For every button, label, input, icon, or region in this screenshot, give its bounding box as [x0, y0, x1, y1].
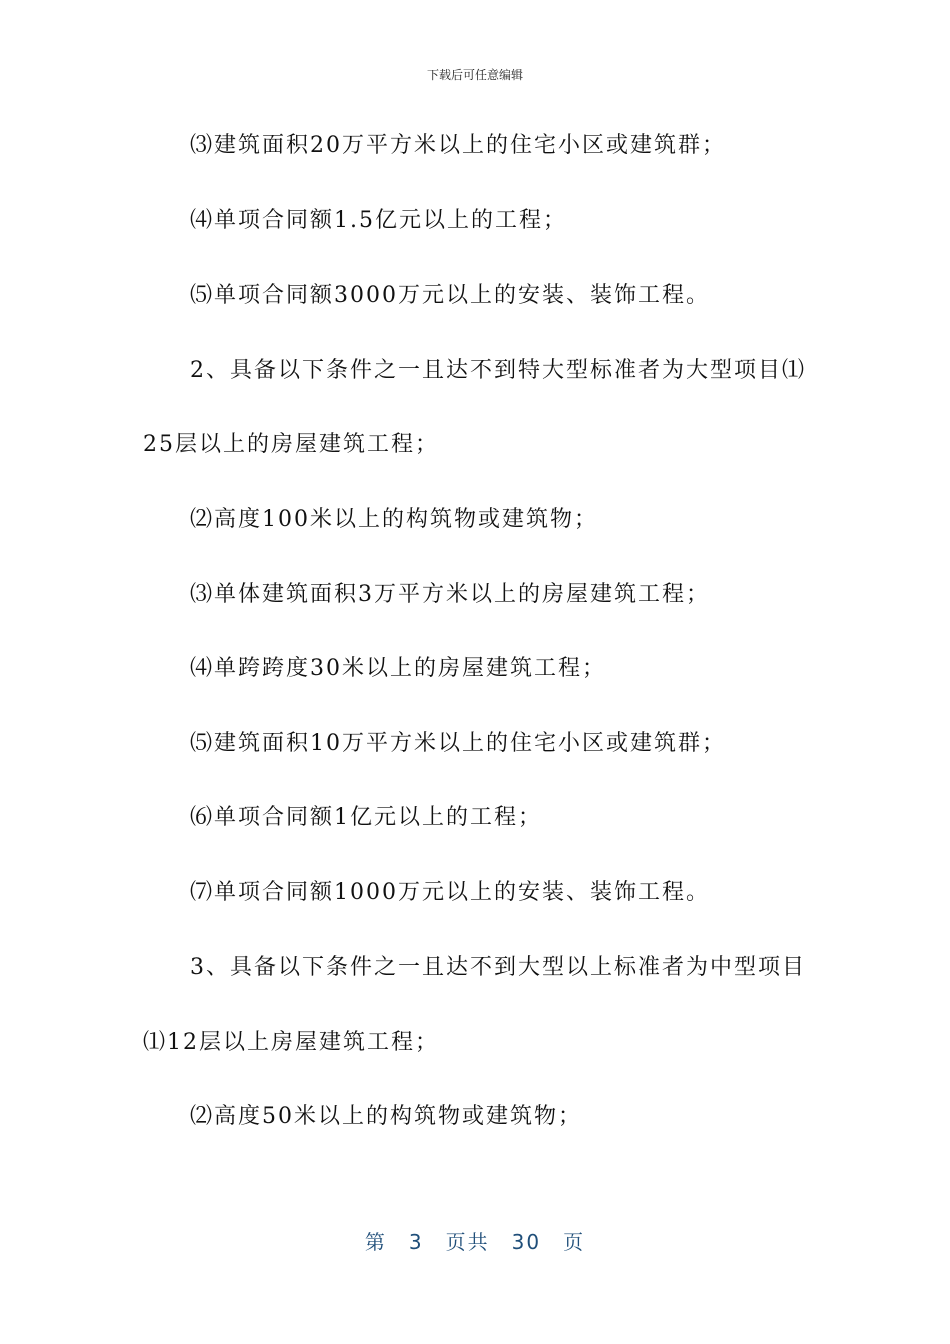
paragraph-line: ⑶单体建筑面积3万平方米以上的房屋建筑工程；: [190, 582, 710, 607]
header-note: 下载后可任意编辑: [426, 68, 523, 82]
paragraph-line: 25层以上的房屋建筑工程；: [143, 432, 439, 457]
paragraph-line: ⑹单项合同额1亿元以上的工程；: [190, 805, 542, 830]
page-footer: [0, 1226, 950, 1255]
footer-current-page: 3: [408, 1230, 424, 1254]
footer-suffix: 页: [563, 1230, 586, 1254]
paragraph-line: ⑷单项合同额1.5亿元以上的工程；: [190, 208, 567, 233]
paragraph-line: ⑵高度50米以上的构筑物或建筑物；: [190, 1104, 582, 1129]
paragraph-line: 3、具备以下条件之一且达不到大型以上标准者为中型项目: [190, 955, 806, 980]
footer-prefix: 第: [364, 1230, 387, 1254]
paragraph-line: ⑷单跨跨度30米以上的房屋建筑工程；: [190, 656, 606, 681]
paragraph-line: ⑸建筑面积10万平方米以上的住宅小区或建筑群；: [190, 731, 726, 756]
paragraph-line: 2、具备以下条件之一且达不到特大型标准者为大型项目⑴: [190, 358, 806, 383]
paragraph-line: ⑴12层以上房屋建筑工程；: [143, 1030, 439, 1055]
paragraph-line: ⑺单项合同额1000万元以上的安装、装饰工程。: [190, 880, 710, 905]
footer-total-pages: 30: [511, 1230, 542, 1254]
paragraph-line: ⑶建筑面积20万平方米以上的住宅小区或建筑群；: [190, 133, 726, 158]
footer-middle: 页共: [445, 1230, 490, 1254]
paragraph-line: ⑸单项合同额3000万元以上的安装、装饰工程。: [190, 283, 710, 308]
paragraph-line: ⑵高度100米以上的构筑物或建筑物；: [190, 507, 598, 532]
